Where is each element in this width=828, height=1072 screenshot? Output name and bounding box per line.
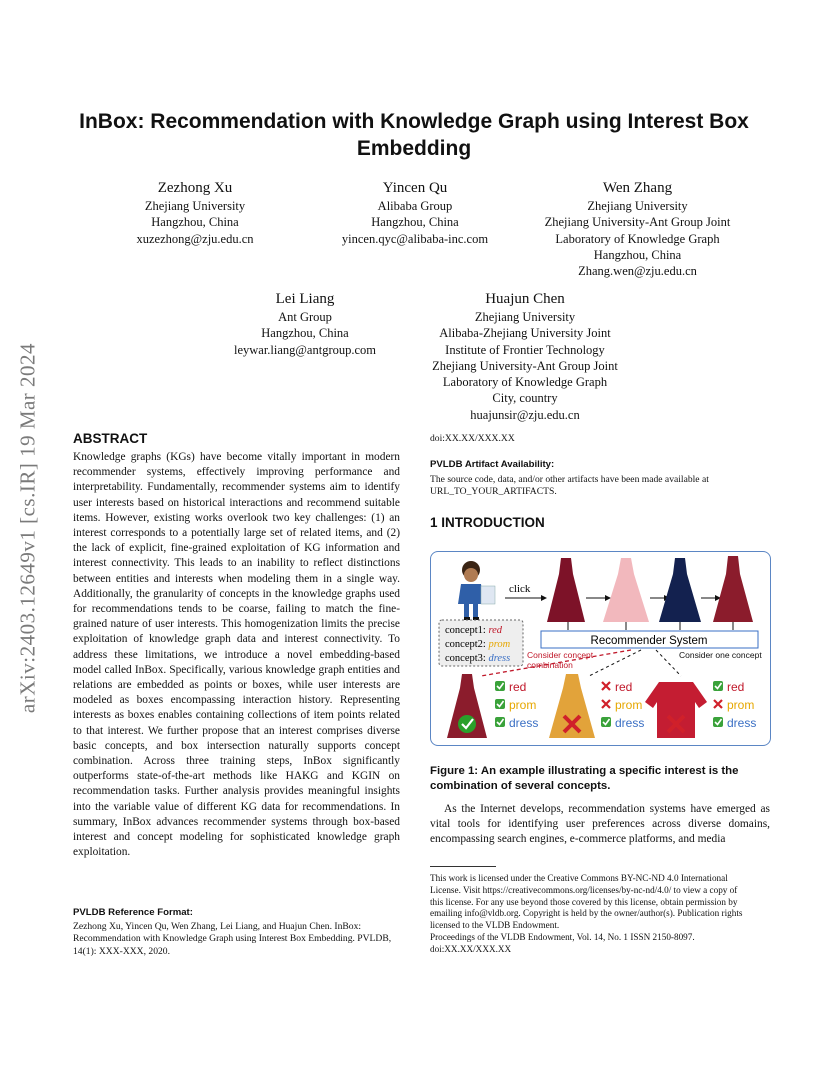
- author-affiliation: Laboratory of Knowledge Graph: [555, 231, 720, 246]
- author-email[interactable]: huajunsir@zju.edu.cn: [470, 407, 580, 422]
- author-name: Yincen Qu: [382, 180, 448, 196]
- dress-3: [659, 558, 701, 622]
- result-sweater: [645, 682, 707, 738]
- author-affiliation: Zhejiang University-Ant Group Joint: [432, 358, 618, 373]
- author-email[interactable]: Zhang.wen@zju.edu.cn: [578, 264, 697, 279]
- attribute-label: red: [615, 680, 633, 694]
- cross-icon: [714, 700, 722, 708]
- author-affiliation: Hangzhou, China: [151, 215, 239, 230]
- dress-2: [603, 558, 649, 622]
- doi-top: doi:XX.XX/XXX.XX: [430, 433, 515, 444]
- concept-line: concept1: red: [445, 625, 503, 636]
- author-affiliation: Institute of Frontier Technology: [445, 342, 605, 357]
- author-affiliation: Hangzhou, China: [371, 215, 459, 230]
- author-name: Wen Zhang: [602, 180, 673, 196]
- figure-1-graphic: [431, 552, 770, 745]
- footnote-line: this license. For any use beyond those covered by this license, obtain permission by: [430, 896, 738, 907]
- author-affiliation: Zhejiang University: [587, 199, 688, 213]
- arxiv-stamp: [8, 293, 48, 763]
- footnote: [430, 873, 775, 956]
- author-name: Lei Liang: [275, 291, 335, 307]
- user-figure: [458, 561, 495, 620]
- author-name: Zezhong Xu: [157, 180, 233, 196]
- dress-1: [547, 558, 585, 622]
- footnote-line: Proceedings of the VLDB Endowment, Vol. 14, No. 1 ISSN 2150-8097.: [430, 931, 695, 942]
- abstract-text: Knowledge graphs (KGs) have become vitally important in modern recommender systems, effectively improving performance and interpretability. Fundamentally, recommender systems aim to identify user interests based on historical interactions and recommend suitable items. However, existing works overlook two key challenges: (1) an interest corresponds to a potentially large set of related items, and (2) the lack of explicit, fine-grained exploitation of KG information and interest connectivity. This leads to an inability to reflect distinctions between entities and interests when modeling them in a single way. Additionally, the granularity of concepts in the knowledge graphs used for recommendations tends to be coarse, failing to match the fine-grained nature of user interests. This homogenization limits the precise exploitation of knowledge graph data and interest connectivity. To address these limitations, we introduce a novel embedding-based model called InBox. Specifically, various knowledge graph entities and relations are embedded as points or boxes, while user interests are modeled as boxes encompassing interaction history. Representing interests as boxes enables containing collections of item points related to that interest. We further propose that an interest comprises diverse basic concepts, and box intersection naturally supports concept combination. Across three training steps, InBox significantly outperforms state-of-the-art methods like HAKG and KGIN on recommendation tasks. Further analysis provides meaningful insights into the variable value of different KG data for recommendations. In summary, InBox advances recommender systems through box-based interest and concept modeling for sophisticated knowledge graph exploitation.: [73, 451, 400, 859]
- author-block: [210, 290, 400, 358]
- click-label: click: [509, 583, 531, 595]
- author-affiliation: Alibaba-Zhejiang University Joint: [439, 326, 611, 341]
- paper-title: InBox: Recommendation with Knowledge Graph using Interest Box Embedding: [79, 110, 749, 160]
- cross-icon: [602, 682, 610, 690]
- footnote-line: emailing info@vldb.org. Copyright is held by the owner/author(s). Publication rights: [430, 908, 743, 919]
- footnote-line: doi:XX.XX/XXX.XX: [430, 943, 512, 954]
- attribute-label: red: [727, 680, 745, 694]
- author-affiliation: City, country: [492, 391, 558, 406]
- attribute-label: prom: [509, 698, 537, 712]
- cross-icon: [602, 700, 610, 708]
- check-icon: [495, 699, 505, 709]
- footnote-rule: [430, 866, 496, 867]
- author-affiliation: Hangzhou, China: [261, 326, 349, 341]
- consider-one-label: Consider one concept: [679, 650, 762, 660]
- check-icon: [601, 717, 611, 727]
- author-affiliation: Alibaba Group: [377, 199, 453, 213]
- result-dress-2: [549, 674, 595, 738]
- ref-format-heading: PVLDB Reference Format:: [73, 907, 193, 918]
- ref-format-text: Zezhong Xu, Yincen Qu, Wen Zhang, Lei Liang, and Huajun Chen. InBox: Recommendation with Knowledge Graph using Interest Box Embedding. PVLDB, 14(1): XXX-XXX, 2020.: [73, 921, 392, 957]
- attribute-label: red: [509, 680, 527, 694]
- artifact-heading: PVLDB Artifact Availability:: [430, 459, 555, 470]
- author-affiliation: Hangzhou, China: [593, 247, 682, 262]
- arxiv-stamp-text: arXiv:2403.12649v1 [cs.IR] 19 Mar 2024: [15, 342, 40, 714]
- author-affiliation: Zhejiang University-Ant Group Joint: [544, 215, 731, 230]
- intro-text: As the Internet develops, recommendation systems have emerged as vital tools for identifying user preferences across diverse domains, encompassing search engines, e-commerce platforms, and media: [430, 803, 770, 846]
- figure-caption: Figure 1: An example illustrating a specific interest is the combination of several concepts.: [430, 765, 739, 792]
- check-icon: [495, 717, 505, 727]
- result-dress-1: [447, 674, 487, 738]
- check-icon: [713, 717, 723, 727]
- footnote-line: This work is licensed under the Creative Commons BY-NC-ND 4.0 International: [430, 873, 728, 883]
- author-affiliation: Laboratory of Knowledge Graph: [442, 375, 608, 390]
- dress-4: [713, 556, 753, 622]
- footnote-line: licensed to the VLDB Endowment.: [430, 920, 560, 931]
- author-affiliation: Zhejiang University: [474, 310, 576, 324]
- recommender-label: Recommender System: [590, 635, 708, 647]
- attribute-label: prom: [727, 698, 755, 712]
- author-name: Huajun Chen: [485, 291, 565, 307]
- author-block: [415, 290, 635, 423]
- author-block: [100, 179, 290, 247]
- author-block: [320, 179, 510, 247]
- author-block: [530, 179, 745, 279]
- check-icon: [713, 681, 723, 691]
- attribute-label: prom: [615, 698, 643, 712]
- figure-1: [430, 551, 771, 746]
- abstract-heading: ABSTRACT: [73, 431, 148, 446]
- footnote-line: License. Visit https://creativecommons.org/licenses/by-nc-nd/4.0/ to view a copy of: [430, 884, 738, 895]
- attribute-label: dress: [509, 716, 539, 730]
- intro-heading: 1 INTRODUCTION: [430, 515, 545, 530]
- author-email[interactable]: xuzezhong@zju.edu.cn: [136, 231, 254, 246]
- author-affiliation: Zhejiang University: [144, 199, 246, 213]
- attribute-label: dress: [727, 716, 757, 730]
- concept-line: concept2: prom: [445, 639, 511, 650]
- attribute-label: dress: [615, 716, 645, 730]
- author-email[interactable]: leywar.liang@antgroup.com: [233, 342, 377, 357]
- consider-concept-label: Consider concept combination: [527, 650, 594, 670]
- check-icon: [495, 681, 505, 691]
- concept-line: concept3: dress: [445, 653, 511, 664]
- author-email[interactable]: yincen.qyc@alibaba-inc.com: [341, 231, 489, 246]
- artifact-text: The source code, data, and/or other artifacts have been made available at URL_TO_YOUR_ARTIFACTS.: [430, 474, 709, 498]
- author-affiliation: Ant Group: [278, 310, 332, 324]
